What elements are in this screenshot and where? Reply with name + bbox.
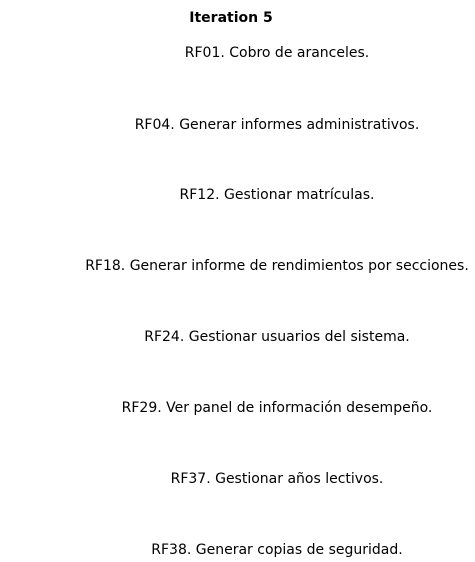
requirement-item: RF01. Cobro de aranceles. bbox=[184, 45, 370, 61]
requirement-item: RF37. Gestionar años lectivos. bbox=[170, 471, 384, 487]
requirement-item: RF38. Generar copias de seguridad. bbox=[151, 542, 403, 558]
requirement-item: RF18. Generar informe de rendimientos por secciones. bbox=[85, 258, 469, 274]
requirement-item: RF12. Gestionar matrículas. bbox=[179, 187, 375, 203]
requirement-item: RF29. Ver panel de información desempeño. bbox=[121, 400, 433, 416]
requirement-item: RF04. Generar informes administrativos. bbox=[134, 117, 420, 133]
iteration-title: Iteration 5 bbox=[189, 10, 273, 26]
requirement-item: RF24. Gestionar usuarios del sistema. bbox=[144, 329, 410, 345]
